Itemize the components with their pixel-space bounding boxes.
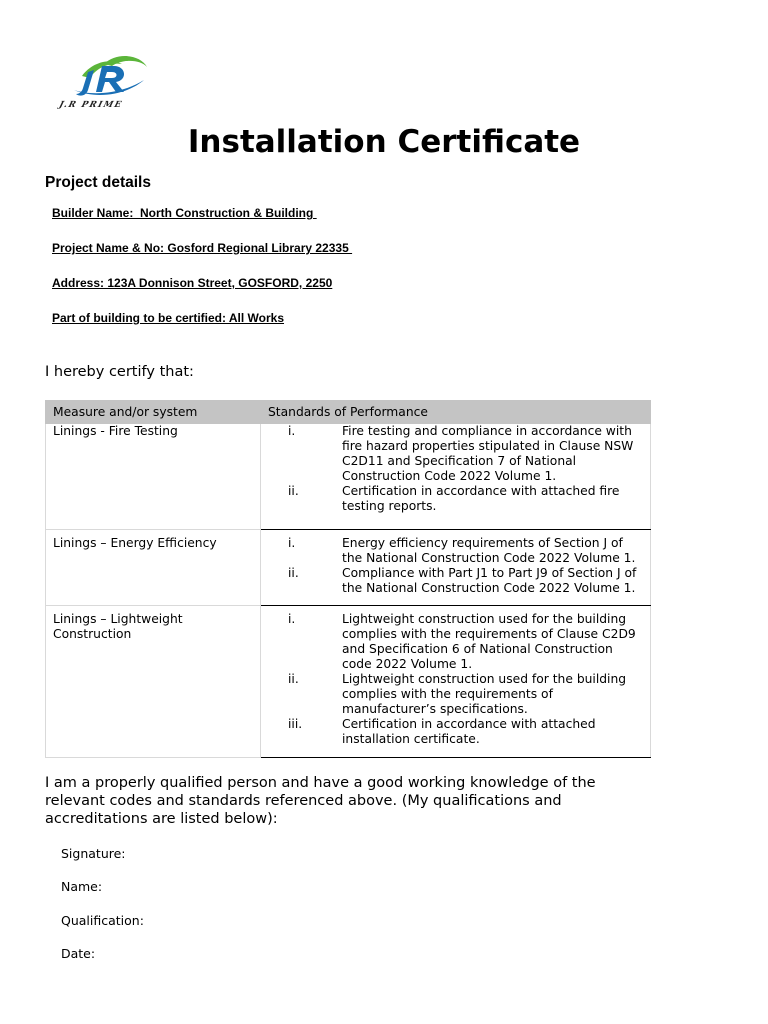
jr-prime-logo-icon: [52, 50, 156, 112]
table-row: [46, 606, 651, 758]
project-name: Project Name & No: Gosford Regional Library 22335: [52, 241, 353, 255]
certify-statement: I hereby certify that:: [45, 364, 194, 380]
page-title: Installation Certificate: [187, 124, 581, 160]
item-text: Energy efficiency requirements of Section J of the National Construction Code 2022 Volume 1.: [342, 536, 636, 565]
item-number: ii.: [288, 566, 299, 580]
standards-table: [45, 400, 651, 758]
item-text: Compliance with Part J1 to Part J9 of Section J of the National Construction Code 2022 Volume 1.: [342, 566, 637, 595]
list-item: [268, 612, 643, 672]
date-label: Date:: [61, 946, 96, 961]
item-text: Certification in accordance with attached fire testing reports.: [342, 484, 620, 513]
list-item: [268, 672, 643, 717]
table-row: [46, 424, 651, 530]
standards-cell: [261, 424, 651, 530]
item-number: iii.: [288, 717, 303, 731]
item-text: Lightweight construction used for the building complies with the requirements of Clause C2D9 and Specification 6 of National Construction code 2022 Volume 1.: [342, 612, 636, 671]
qualification-statement: I am a properly qualified person and have a good working knowledge of the relevant codes and standards referenced above. (My qualifications and accreditations are listed below):: [45, 775, 596, 827]
builder-name: Builder Name: North Construction & Building: [52, 206, 317, 220]
list-item: [268, 717, 643, 747]
item-number: ii.: [288, 672, 299, 686]
header-standards: Standards of Performance: [261, 401, 651, 424]
company-logo: [52, 50, 156, 112]
item-number: i.: [288, 424, 296, 438]
project-details-heading: Project details: [45, 174, 151, 191]
standards-cell: [261, 606, 651, 758]
item-number: i.: [288, 536, 296, 550]
item-text: Certification in accordance with attached installation certificate.: [342, 717, 596, 746]
list-item: [268, 536, 643, 566]
list-item: [268, 424, 643, 484]
list-item: [268, 484, 643, 514]
measure-cell: Linings - Fire Testing: [46, 424, 261, 530]
item-number: ii.: [288, 484, 299, 498]
list-item: [268, 566, 643, 596]
name-label: Name:: [61, 879, 103, 894]
svg-text:J.R PRIME: J.R PRIME: [57, 100, 124, 110]
measure-cell: Linings – Lightweight Construction: [46, 606, 261, 758]
part-certified: Part of building to be certified: All Works: [52, 311, 285, 325]
item-text: Lightweight construction used for the building complies with the requirements of manufacturer’s specifications.: [342, 672, 627, 716]
table-row: [46, 530, 651, 606]
standards-cell: [261, 530, 651, 606]
qualification-label: Qualification:: [61, 913, 144, 928]
item-number: i.: [288, 612, 296, 626]
table-header-row: [46, 401, 651, 424]
item-text: Fire testing and compliance in accordance with fire hazard properties stipulated in Clause NSW C2D11 and Specification 7 of National Construction Code 2022 Volume 1.: [342, 424, 634, 483]
measure-cell: Linings – Energy Efficiency: [46, 530, 261, 606]
header-measure: Measure and/or system: [46, 401, 261, 424]
signature-label: Signature:: [61, 846, 126, 861]
address: Address: 123A Donnison Street, GOSFORD, 2250: [52, 276, 333, 290]
